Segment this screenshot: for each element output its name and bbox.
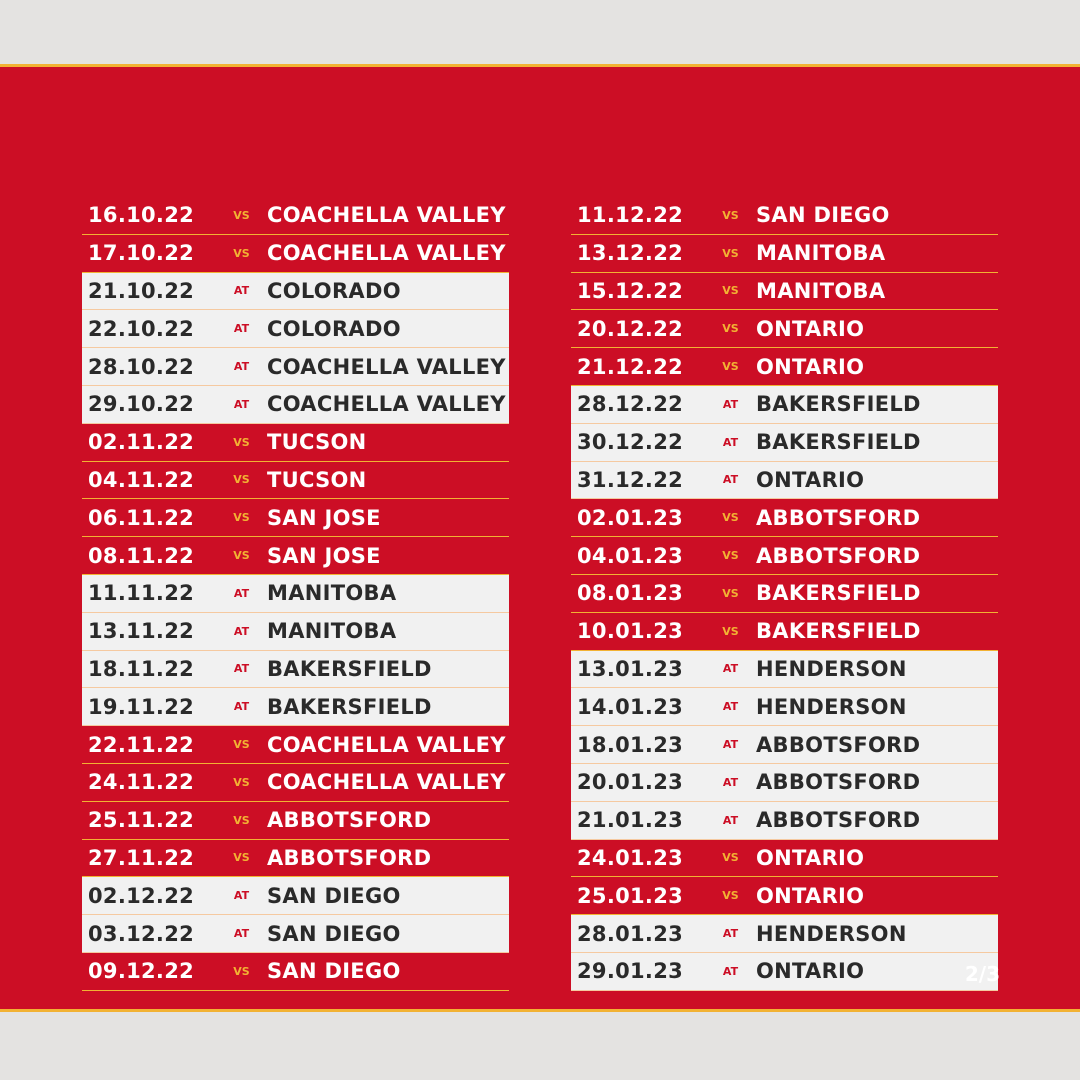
away-marker: AT (233, 322, 250, 336)
home-marker: VS (233, 511, 250, 525)
opponent-name: ONTARIO (756, 883, 865, 908)
opponent-name: ONTARIO (756, 467, 865, 492)
opponent-name: COLORADO (267, 278, 401, 303)
opponent-name: BAKERSFIELD (756, 430, 921, 455)
game-row (82, 348, 509, 386)
home-marker: VS (722, 624, 739, 638)
game-row (571, 877, 998, 915)
home-marker: VS (722, 322, 739, 336)
game-date: 20.12.22 (577, 316, 684, 341)
game-date: 11.11.22 (88, 581, 195, 606)
game-row (571, 840, 998, 878)
away-marker: AT (233, 586, 250, 600)
game-date: 02.11.22 (88, 430, 195, 455)
home-marker: VS (722, 246, 739, 260)
away-marker: AT (722, 964, 739, 978)
game-date: 21.01.23 (577, 808, 684, 833)
opponent-name: ABBOTSFORD (756, 770, 921, 795)
game-row (571, 575, 998, 613)
home-marker: VS (722, 549, 739, 563)
home-marker: VS (233, 738, 250, 752)
away-marker: AT (233, 397, 250, 411)
away-marker: AT (233, 927, 250, 941)
game-date: 03.12.22 (88, 921, 195, 946)
home-marker: VS (233, 246, 250, 260)
home-marker: VS (722, 208, 739, 222)
home-marker: VS (722, 586, 739, 600)
game-row (571, 273, 998, 311)
game-row (82, 462, 509, 500)
game-date: 27.11.22 (88, 845, 195, 870)
game-row (571, 764, 998, 802)
game-row (571, 499, 998, 537)
game-date: 15.12.22 (577, 278, 684, 303)
opponent-name: COACHELLA VALLEY (267, 770, 506, 795)
opponent-name: BAKERSFIELD (267, 656, 432, 681)
game-date: 24.11.22 (88, 770, 195, 795)
home-marker: VS (233, 813, 250, 827)
away-marker: AT (722, 927, 739, 941)
game-row (571, 235, 998, 273)
opponent-name: HENDERSON (756, 694, 907, 719)
schedule-column-left (82, 197, 509, 991)
away-marker: AT (233, 700, 250, 714)
game-row (571, 197, 998, 235)
game-date: 25.11.22 (88, 808, 195, 833)
away-marker: AT (233, 284, 250, 298)
away-marker: AT (722, 738, 739, 752)
opponent-name: BAKERSFIELD (756, 619, 921, 644)
game-date: 09.12.22 (88, 959, 195, 984)
game-date: 18.01.23 (577, 732, 684, 757)
home-marker: VS (722, 889, 739, 903)
opponent-name: ABBOTSFORD (756, 543, 921, 568)
game-date: 06.11.22 (88, 505, 195, 530)
game-row (82, 499, 509, 537)
game-date: 28.12.22 (577, 392, 684, 417)
game-row (82, 840, 509, 878)
opponent-name: HENDERSON (756, 921, 907, 946)
home-marker: VS (233, 473, 250, 487)
game-date: 21.12.22 (577, 354, 684, 379)
game-row (82, 537, 509, 575)
game-row (571, 386, 998, 424)
game-row (571, 537, 998, 575)
schedule-panel (0, 64, 1080, 1012)
game-date: 30.12.22 (577, 430, 684, 455)
opponent-name: SAN DIEGO (267, 959, 401, 984)
game-date: 16.10.22 (88, 203, 195, 228)
game-row (82, 802, 509, 840)
game-row (82, 575, 509, 613)
game-date: 08.11.22 (88, 543, 195, 568)
game-date: 25.01.23 (577, 883, 684, 908)
opponent-name: MANITOBA (267, 619, 397, 644)
opponent-name: MANITOBA (756, 241, 886, 266)
game-date: 10.01.23 (577, 619, 684, 644)
game-row (571, 613, 998, 651)
opponent-name: TUCSON (267, 430, 367, 455)
game-date: 24.01.23 (577, 845, 684, 870)
home-marker: VS (233, 964, 250, 978)
game-date: 29.01.23 (577, 959, 684, 984)
game-date: 02.12.22 (88, 883, 195, 908)
opponent-name: ONTARIO (756, 354, 865, 379)
home-marker: VS (233, 435, 250, 449)
game-date: 08.01.23 (577, 581, 684, 606)
game-row (571, 953, 998, 991)
opponent-name: COACHELLA VALLEY (267, 203, 506, 228)
game-row (82, 688, 509, 726)
game-row (82, 273, 509, 311)
game-row (82, 764, 509, 802)
opponent-name: COACHELLA VALLEY (267, 241, 506, 266)
opponent-name: COACHELLA VALLEY (267, 732, 506, 757)
bottom-frame (0, 1012, 1080, 1080)
opponent-name: ABBOTSFORD (267, 845, 432, 870)
game-date: 02.01.23 (577, 505, 684, 530)
home-marker: VS (722, 851, 739, 865)
opponent-name: SAN DIEGO (267, 921, 401, 946)
game-row (82, 651, 509, 689)
opponent-name: SAN DIEGO (756, 203, 890, 228)
away-marker: AT (722, 473, 739, 487)
game-row (82, 386, 509, 424)
opponent-name: COACHELLA VALLEY (267, 392, 506, 417)
game-date: 21.10.22 (88, 278, 195, 303)
opponent-name: BAKERSFIELD (756, 392, 921, 417)
home-marker: VS (233, 549, 250, 563)
game-date: 14.01.23 (577, 694, 684, 719)
opponent-name: MANITOBA (267, 581, 397, 606)
game-row (82, 953, 509, 991)
game-date: 28.01.23 (577, 921, 684, 946)
away-marker: AT (722, 662, 739, 676)
away-marker: AT (722, 700, 739, 714)
opponent-name: COLORADO (267, 316, 401, 341)
game-row (82, 424, 509, 462)
opponent-name: HENDERSON (756, 656, 907, 681)
game-date: 17.10.22 (88, 241, 195, 266)
opponent-name: ONTARIO (756, 845, 865, 870)
game-date: 29.10.22 (88, 392, 195, 417)
opponent-name: SAN DIEGO (267, 883, 401, 908)
game-date: 22.11.22 (88, 732, 195, 757)
game-row (82, 197, 509, 235)
game-date: 13.12.22 (577, 241, 684, 266)
game-date: 13.11.22 (88, 619, 195, 644)
opponent-name: ABBOTSFORD (756, 808, 921, 833)
opponent-name: ABBOTSFORD (756, 732, 921, 757)
opponent-name: MANITOBA (756, 278, 886, 303)
schedule-column-right (571, 197, 998, 991)
game-date: 28.10.22 (88, 354, 195, 379)
home-marker: VS (722, 360, 739, 374)
game-row (571, 802, 998, 840)
away-marker: AT (722, 813, 739, 827)
game-date: 11.12.22 (577, 203, 684, 228)
home-marker: VS (233, 208, 250, 222)
away-marker: AT (233, 662, 250, 676)
game-date: 22.10.22 (88, 316, 195, 341)
game-date: 04.11.22 (88, 467, 195, 492)
game-row (82, 915, 509, 953)
game-date: 31.12.22 (577, 467, 684, 492)
opponent-name: ABBOTSFORD (267, 808, 432, 833)
away-marker: AT (722, 435, 739, 449)
opponent-name: ONTARIO (756, 959, 865, 984)
page-indicator: 2/3 (964, 962, 1000, 986)
opponent-name: ONTARIO (756, 316, 865, 341)
home-marker: VS (233, 775, 250, 789)
away-marker: AT (722, 397, 739, 411)
game-row (571, 726, 998, 764)
opponent-name: SAN JOSE (267, 505, 381, 530)
game-row (571, 348, 998, 386)
away-marker: AT (722, 775, 739, 789)
game-date: 04.01.23 (577, 543, 684, 568)
game-row (82, 877, 509, 915)
away-marker: AT (233, 889, 250, 903)
opponent-name: BAKERSFIELD (267, 694, 432, 719)
home-marker: VS (722, 284, 739, 298)
opponent-name: TUCSON (267, 467, 367, 492)
game-row (571, 424, 998, 462)
game-row (82, 613, 509, 651)
home-marker: VS (233, 851, 250, 865)
top-frame (0, 0, 1080, 64)
game-row (82, 235, 509, 273)
opponent-name: COACHELLA VALLEY (267, 354, 506, 379)
game-row (571, 915, 998, 953)
game-row (571, 651, 998, 689)
opponent-name: BAKERSFIELD (756, 581, 921, 606)
opponent-name: SAN JOSE (267, 543, 381, 568)
game-date: 18.11.22 (88, 656, 195, 681)
game-row (82, 726, 509, 764)
opponent-name: ABBOTSFORD (756, 505, 921, 530)
game-date: 20.01.23 (577, 770, 684, 795)
game-date: 13.01.23 (577, 656, 684, 681)
game-row (571, 310, 998, 348)
game-row (82, 310, 509, 348)
game-row (571, 688, 998, 726)
game-date: 19.11.22 (88, 694, 195, 719)
away-marker: AT (233, 624, 250, 638)
away-marker: AT (233, 360, 250, 374)
game-row (571, 462, 998, 500)
home-marker: VS (722, 511, 739, 525)
